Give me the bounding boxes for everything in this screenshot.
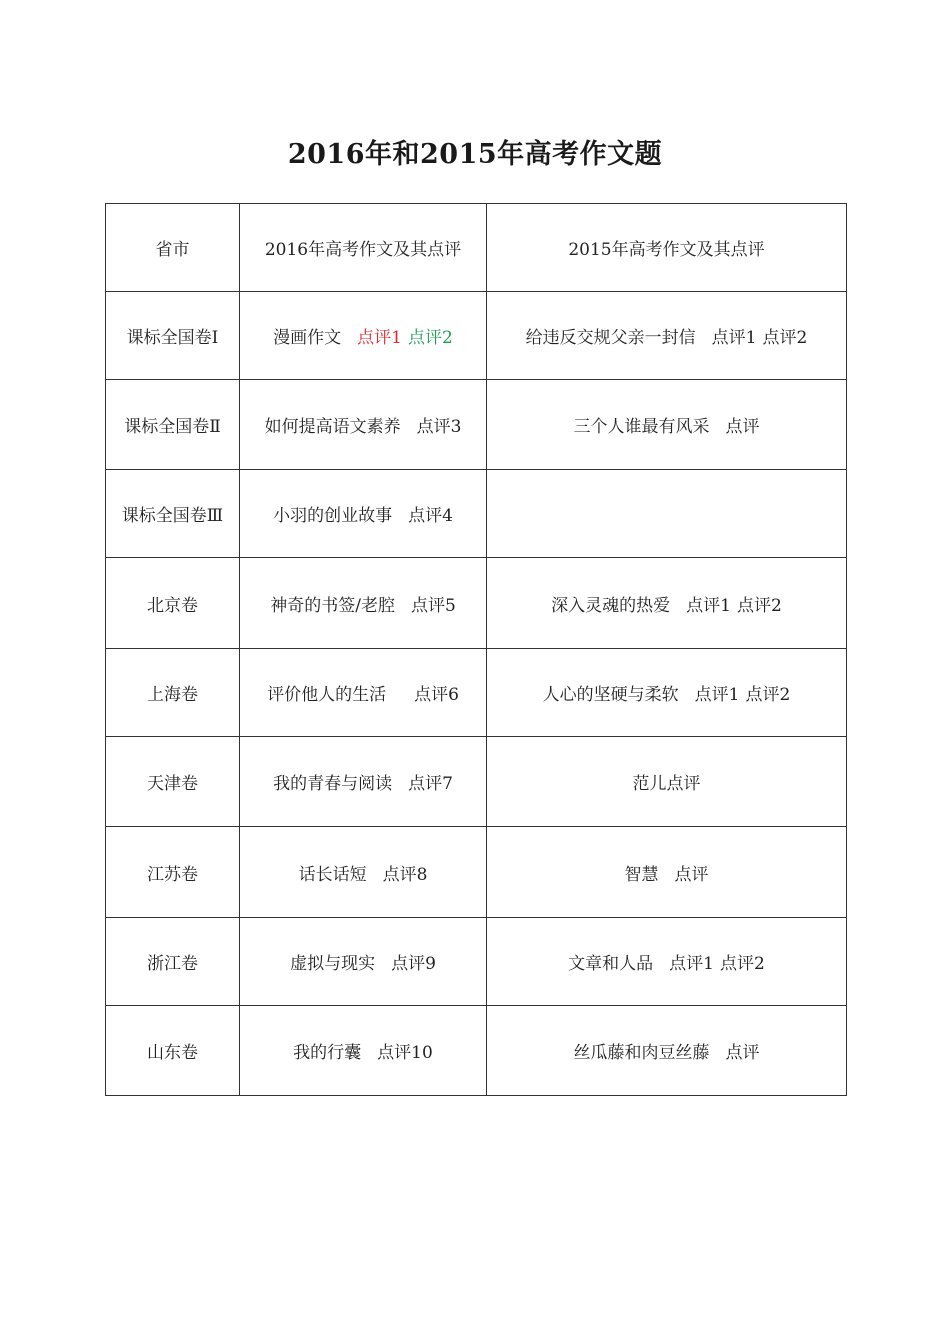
topic-2016-cell: [240, 827, 487, 918]
province-cell: 天津卷: [106, 737, 240, 827]
review-link[interactable]: 点评2: [762, 328, 808, 348]
essay-topics-table: [105, 203, 847, 1096]
header-province: 省市: [106, 204, 240, 292]
review-link[interactable]: 点评3: [416, 417, 462, 437]
table-row: [106, 649, 847, 737]
topic-2015: 文章和人品: [568, 954, 654, 974]
topic-2016: 我的青春与阅读: [273, 774, 393, 794]
review-link[interactable]: 点评2: [408, 328, 453, 348]
topic-2015-cell: [487, 1006, 847, 1096]
topic-2016-cell: [240, 1006, 487, 1096]
topic-2016-cell: [240, 558, 487, 649]
topic-2016-cell: [240, 470, 487, 558]
topic-2015: 给违反交规父亲一封信: [525, 328, 696, 348]
review-link[interactable]: 点评2: [745, 685, 791, 705]
province-cell: 上海卷: [106, 649, 240, 737]
province-cell: 浙江卷: [106, 918, 240, 1006]
header-2015: 2015年高考作文及其点评: [487, 204, 847, 292]
review-link[interactable]: 点评8: [382, 864, 428, 885]
province-cell: 课标全国卷Ⅱ: [106, 380, 240, 470]
topic-2016: 如何提高语文素养: [264, 417, 401, 437]
review-link[interactable]: 点评1: [357, 328, 402, 348]
table-row: [106, 380, 847, 470]
topic-2015-cell: [487, 470, 847, 558]
review-link[interactable]: 点评: [725, 1043, 760, 1063]
topic-2016-cell: [240, 737, 487, 827]
topic-2016-cell: [240, 292, 487, 380]
table-row: [106, 827, 847, 918]
topic-2016-cell: [240, 649, 487, 737]
topic-2016: 神奇的书签/老腔: [270, 595, 395, 616]
table-header-row: [106, 204, 847, 292]
review-link[interactable]: 点评: [674, 864, 709, 885]
topic-2015-link[interactable]: 范儿点评: [632, 774, 701, 794]
topic-2016: 话长话短: [298, 864, 367, 885]
header-2016: 2016年高考作文及其点评: [240, 204, 487, 292]
topic-2015-cell: [487, 827, 847, 918]
topic-2015-cell: [487, 918, 847, 1006]
topic-2016: 小羽的创业故事: [273, 506, 393, 526]
topic-2016: 评价他人的生活: [267, 685, 387, 705]
topic-2016: 漫画作文: [273, 328, 342, 348]
topic-2015: 三个人谁最有风采: [573, 417, 710, 437]
topic-2015: 深入灵魂的热爱: [551, 595, 671, 616]
review-link[interactable]: 点评5: [410, 595, 456, 616]
review-link[interactable]: 点评1: [711, 328, 757, 348]
review-link[interactable]: 点评9: [391, 954, 436, 974]
province-cell: 江苏卷: [106, 827, 240, 918]
table-row: [106, 918, 847, 1006]
topic-2016-cell: [240, 380, 487, 470]
review-link[interactable]: 点评: [725, 417, 760, 437]
table-row: [106, 558, 847, 649]
topic-2015-cell: [487, 737, 847, 827]
table-row: [106, 1006, 847, 1096]
province-cell: 课标全国卷Ⅰ: [106, 292, 240, 380]
topic-2015-cell: [487, 292, 847, 380]
topic-2016: 虚拟与现实: [290, 954, 376, 974]
review-link[interactable]: 点评1: [694, 685, 740, 705]
topic-2015-cell: [487, 380, 847, 470]
topic-2016-cell: [240, 918, 487, 1006]
review-link[interactable]: 点评2: [737, 595, 782, 616]
review-link[interactable]: 点评7: [408, 774, 453, 794]
topic-2015: 智慧: [624, 864, 659, 885]
review-link[interactable]: 点评1: [669, 954, 714, 974]
province-cell: 北京卷: [106, 558, 240, 649]
table-row: [106, 470, 847, 558]
topic-2015-cell: [487, 649, 847, 737]
topic-2015: 人心的坚硬与柔软: [542, 685, 679, 705]
table-row: [106, 737, 847, 827]
review-link[interactable]: 点评1: [686, 595, 731, 616]
review-link[interactable]: 点评10: [377, 1043, 433, 1063]
review-link[interactable]: 点评2: [720, 954, 765, 974]
page-title: 2016年和2015年高考作文题: [287, 139, 663, 170]
province-cell: 课标全国卷Ⅲ: [106, 470, 240, 558]
table-row: [106, 292, 847, 380]
topic-2015: 丝瓜藤和肉豆丝藤: [573, 1043, 710, 1063]
review-link[interactable]: 点评6: [414, 685, 459, 705]
topic-2016: 我的行囊: [293, 1043, 362, 1063]
review-link[interactable]: 点评4: [408, 506, 453, 526]
province-cell: 山东卷: [106, 1006, 240, 1096]
topic-2015-cell: [487, 558, 847, 649]
